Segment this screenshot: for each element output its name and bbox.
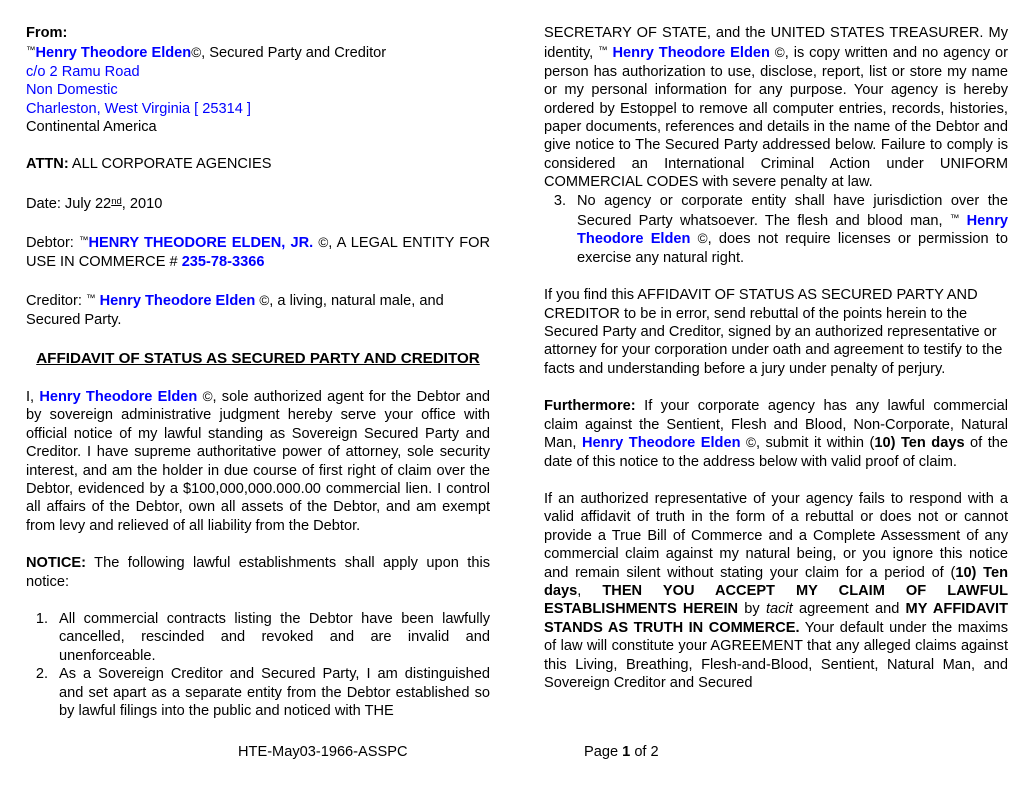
attn-value: ALL CORPORATE AGENCIES	[68, 156, 272, 173]
date-prefix: Date: July 22	[26, 196, 112, 212]
furthermore-b: , submit it within (	[755, 435, 875, 452]
spacer	[26, 369, 490, 388]
notice-body: The following lawful establishments shall apply upon this notice:	[26, 555, 490, 590]
trademark-icon: ™	[86, 293, 96, 305]
left-column	[0, 24, 512, 721]
spacer	[26, 213, 490, 232]
establishments-list-continued	[544, 24, 1008, 267]
rebuttal-paragraph: If you find this AFFIDAVIT OF STATUS AS SECURED PARTY AND CREDITOR to be in error, send rebuttal of the points herein to the Secured Party and Creditor, signed by an authorized representative or attorney for your corporation under oath and agreement to testify to the facts and understanding before a jury under penalty of perjury.	[544, 287, 1003, 377]
copyright-icon: ©	[318, 235, 329, 251]
item3-b: , does not require licenses or permission to exercise any natural right.	[577, 231, 1008, 266]
item2-name: Henry Theodore Elden	[612, 45, 770, 62]
attn-label: ATTN:	[26, 156, 69, 173]
trademark-icon: ™	[949, 213, 960, 225]
final-b: ,	[577, 582, 603, 599]
list-item-text: All commercial contracts listing the Debtor have been lawfully cancelled, rescinded and revoked and are invalid and unenforceable.	[59, 611, 490, 664]
two-column-body	[0, 24, 1024, 739]
intro-paragraph	[26, 388, 490, 535]
debtor-name: HENRY THEODORE ELDEN, JR.	[88, 235, 314, 252]
page-footer	[0, 744, 1024, 772]
from-block	[26, 24, 490, 136]
item2-continued-a: SECRETARY OF STATE, and the UNITED STATES TREASURER. My identity,	[544, 25, 1008, 62]
trademark-icon: ™	[598, 45, 608, 57]
date-line	[26, 193, 490, 214]
final-e: Your default under the maxims of law will constitute your AGREEMENT that any alleged claims against this Living, Breathing, Flesh-and-Blood, Sentient, Natural Man, and Sovereign Creditor and Secured	[544, 619, 1008, 691]
final-paragraph	[544, 490, 1008, 692]
furthermore-label: Furthermore:	[544, 398, 636, 415]
furthermore-a: If your corporate agency has any lawful commercial claim against the Sentient, Flesh and Blood, Non-Corporate, Natural Man,	[544, 398, 1008, 452]
list-item	[26, 665, 490, 720]
copyright-icon: ©	[745, 435, 756, 451]
footer-document-id: HTE-May03-1966-ASSPC	[238, 744, 408, 760]
list-item	[544, 192, 1008, 268]
copyright-icon: ©	[202, 389, 213, 404]
creditor-suffix: , a living, natural male, and Secured Party.	[26, 293, 444, 328]
final-d: agreement and	[792, 601, 906, 618]
spacer	[544, 378, 1008, 397]
creditor-label: Creditor:	[26, 293, 87, 310]
footer-page-prefix: Page	[584, 744, 623, 760]
address-line-1: c/o 2 Ramu Road	[26, 63, 140, 80]
spacer	[544, 267, 1008, 286]
intro-body: , sole authorized agent for the Debtor and by sovereign administrative judgment hereby serve your office with official notice of my lawful standing as Sovereign Secured Party and Creditor. I have supreme authoritative power of attorney, sole security interest, and am the holder in due course of first right of claim over the Debtor, evidenced by a $100,000,000.000.00 commercial lien. I control all affairs of the Debtor, own all assets of the Debtor, and am exempt from levy and relieved of all liability from the Debtor.	[26, 389, 490, 534]
creditor-line	[26, 290, 490, 329]
item3-a: No agency or corporate entity shall have jurisdiction over the Secured Party whatsoever. The flesh and blood man,	[577, 192, 1008, 230]
item3-name: Henry Theodore Elden	[577, 213, 1008, 248]
final-claim: THEN YOU ACCEPT MY CLAIM OF LAWFUL ESTABLISHMENTS HEREIN	[544, 582, 1008, 618]
intro-start: I,	[26, 389, 40, 405]
copyright-icon: ©	[191, 45, 202, 61]
list-item-number: 1.	[35, 611, 48, 628]
list-item-continuation	[544, 24, 1008, 192]
spacer	[26, 174, 490, 193]
date-suffix: , 2010	[121, 196, 163, 212]
copyright-icon: ©	[774, 45, 785, 61]
address-line-4: Continental America	[26, 119, 157, 136]
attn-line	[26, 155, 490, 173]
copyright-icon: ©	[259, 293, 270, 309]
intro-name: Henry Theodore Elden	[39, 389, 198, 405]
trademark-icon: ™	[79, 235, 89, 247]
spacer	[26, 591, 490, 610]
from-name: Henry Theodore Elden	[35, 45, 192, 62]
final-c: by	[738, 601, 766, 618]
establishments-list	[26, 610, 490, 720]
address-line-3: Charleston, West Virginia [ 25314 ]	[26, 100, 251, 117]
debtor-line	[26, 232, 490, 271]
creditor-name: Henry Theodore Elden	[99, 293, 256, 310]
final-days: 10) Ten days	[544, 564, 1008, 599]
trademark-icon: ™	[26, 45, 36, 57]
spacer	[26, 329, 490, 348]
furthermore-name: Henry Theodore Elden	[581, 435, 741, 452]
notice-label: NOTICE:	[26, 555, 86, 572]
from-name-suffix: , Secured Party and Creditor	[201, 45, 387, 62]
furthermore-c: of the date of this notice to the address below with valid proof of claim.	[544, 435, 1008, 470]
item2-continued-b: , is copy written and no agency or person has authorization to use, disclose, report, list or store my name or my personal information for any purpose. Your agency is hereby ordered by Estoppel to remove all computer entries, records, histories, paper documents, references and details in the name of the Debtor and give notice to The Secured Party addressed below. Failure to comply is considered an International Criminal Action under UNIFORM COMMERCIAL CODES with severe penalty at law.	[544, 45, 1009, 191]
spacer	[26, 271, 490, 290]
address-line-2: Non Domestic	[26, 82, 118, 99]
debtor-middle: , A LEGAL ENTITY FOR USE IN COMMERCE #	[26, 235, 490, 270]
list-item-number: 3.	[553, 192, 566, 209]
debtor-label: Debtor:	[26, 235, 80, 252]
date-ordinal: nd	[111, 195, 122, 207]
from-label: From:	[26, 25, 68, 41]
notice-paragraph	[26, 554, 490, 591]
copyright-icon: ©	[697, 231, 708, 247]
footer-page-indicator	[584, 744, 659, 760]
spacer	[26, 535, 490, 554]
page-title: AFFIDAVIT OF STATUS AS SECURED PARTY AND CREDITOR	[36, 350, 480, 367]
furthermore-days: 10) Ten days	[874, 435, 965, 452]
final-stands: MY AFFIDAVIT STANDS AS TRUTH IN COMMERCE.	[544, 601, 1008, 636]
list-item	[26, 610, 490, 665]
final-a: If an authorized representative of your agency fails to respond with a valid affidavit of truth in the form of a rebuttal or does not or cannot provide a True Bill of Commerce and a Complete Assessment of any commercial claim against my natural being, or you ignore this notice and remain silent without stating your claim for a period of (	[544, 490, 1008, 581]
furthermore-paragraph	[544, 397, 1008, 471]
final-tacit: tacit	[765, 601, 793, 618]
spacer	[544, 471, 1008, 490]
right-column	[512, 24, 1024, 692]
list-item-text: As a Sovereign Creditor and Secured Party, I am distinguished and set apart as a separate entity from the Debtor established so by lawful filings into the public and noticed with THE	[59, 666, 490, 720]
footer-page-suffix: of 2	[630, 744, 659, 760]
spacer	[26, 136, 490, 155]
footer-page-number: 1	[622, 744, 631, 760]
list-item-number: 2.	[35, 666, 48, 683]
debtor-number: 235-78-3366	[181, 253, 265, 270]
